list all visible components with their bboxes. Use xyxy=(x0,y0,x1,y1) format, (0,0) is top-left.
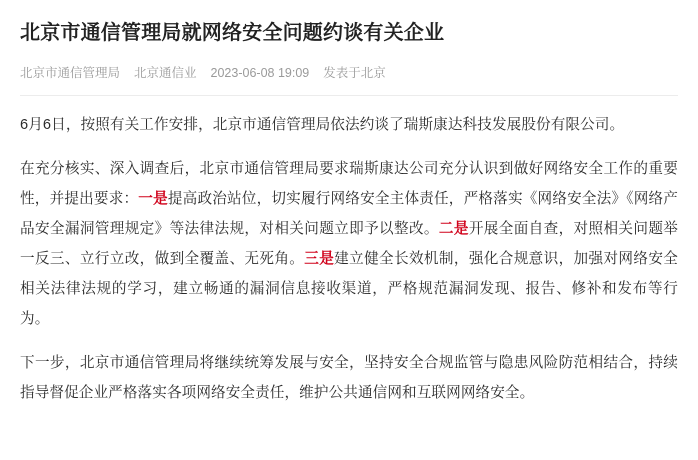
body-text: 下一步，北京市通信管理局将继续统筹发展与安全，坚持安全合规监管与隐患风险防范相结合，持续指导督促企业严格落实各项网络安全责任，维护公共通信网和互联网网络安全。 xyxy=(20,355,678,401)
emphasis-text: 二是 xyxy=(438,221,469,237)
body-text: 在充分核实、深入调查后，北京市通信管理局要求瑞斯康达公司充分认识到做好网络安全工作的重要性，并提出要求： xyxy=(20,161,678,207)
header-divider xyxy=(20,95,678,96)
meta-category[interactable]: 北京通信业 xyxy=(134,66,197,80)
body-text: 建立健全长效机制，强化合规意识，加强对网络安全相关法律法规的学习，建立畅通的漏洞信息接收渠道，严格规范漏洞发现、报告、修补和发布等行为。 xyxy=(20,251,678,327)
paragraph xyxy=(20,110,678,140)
body-text: 6月6日，按照有关工作安排，北京市通信管理局依法约谈了瑞斯康达科技发展股份有限公司。 xyxy=(20,117,625,133)
emphasis-text: 三是 xyxy=(304,251,335,267)
article-body xyxy=(20,110,678,408)
paragraph xyxy=(20,154,678,334)
meta-location: 发表于北京 xyxy=(323,66,386,80)
meta-source: 北京市通信管理局 xyxy=(20,66,121,80)
paragraph xyxy=(20,348,678,408)
emphasis-text: 一是 xyxy=(138,191,168,207)
page-title: 北京市通信管理局就网络安全问题约谈有关企业 xyxy=(20,22,445,44)
body-text: 开展全面自查，对照相关问题举一反三、立行立改，做到全覆盖、无死角。 xyxy=(20,221,678,267)
article-meta xyxy=(20,64,678,82)
body-text: 提高政治站位，切实履行网络安全主体责任，严格落实《网络安全法》《网络产品安全漏洞管理规定》等法律法规，对相关问题立即予以整改。 xyxy=(20,191,678,237)
meta-datetime: 2023-06-08 19:09 xyxy=(210,66,310,80)
